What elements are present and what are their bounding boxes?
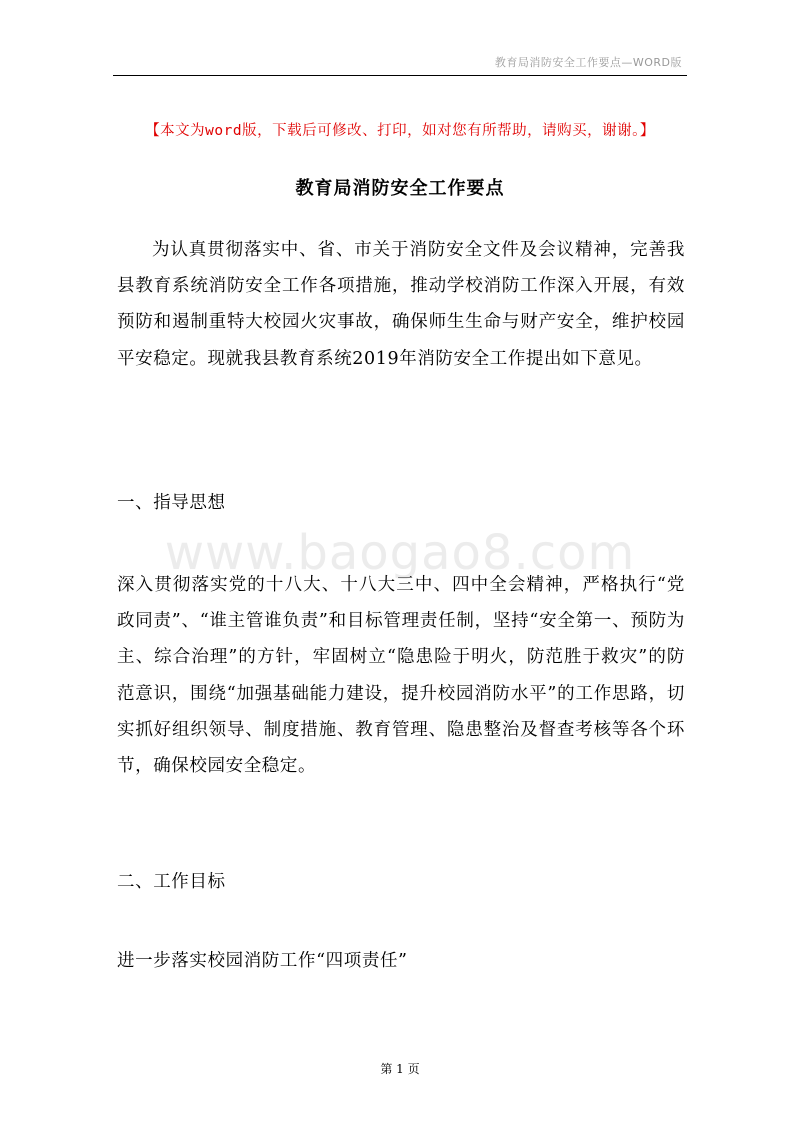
guiding-ideology-paragraph: 深入贯彻落实党的十八大、十八大三中、四中全会精神，严格执行“党政同责”、“谁主管谁负责”和目标管理责任制，坚持“安全第一、预防为主、综合治理”的方针，牢固树立“隐患险于明火，防范胜于救灾”的防范意识，围绕“加强基础能力建设，提升校园消防水平”的工作思路，切实抓好组织领导、制度措施、教育管理、隐患整治及督查考核等各个环节，确保校园安全稳定。: [117, 575, 685, 777]
section-heading-work-goals: 二、工作目标: [117, 872, 226, 892]
header-divider: [113, 75, 687, 76]
page-number: 第 1 页: [380, 1062, 420, 1076]
watermark: www.baogao8.com: [164, 525, 636, 581]
section-heading-guiding-ideology: 一、指导思想: [117, 493, 226, 513]
running-header: 教育局消防安全工作要点—WORD版: [494, 56, 682, 69]
purchase-notice: 【本文为word版，下载后可修改、打印，如对您有所帮助，请购买，谢谢。】: [145, 123, 655, 139]
document-title: 教育局消防安全工作要点: [295, 178, 505, 199]
intro-paragraph: 为认真贯彻落实中、省、市关于消防安全文件及会议精神，完善我县教育系统消防安全工作各项措施，推动学校消防工作深入开展，有效预防和遏制重特大校园火灾事故，确保师生生命与财产安全，维护校园平安稳定。现就我县教育系统2019年消防安全工作提出如下意见。: [117, 240, 685, 369]
work-goals-paragraph: 进一步落实校园消防工作“四项责任”: [117, 951, 408, 971]
